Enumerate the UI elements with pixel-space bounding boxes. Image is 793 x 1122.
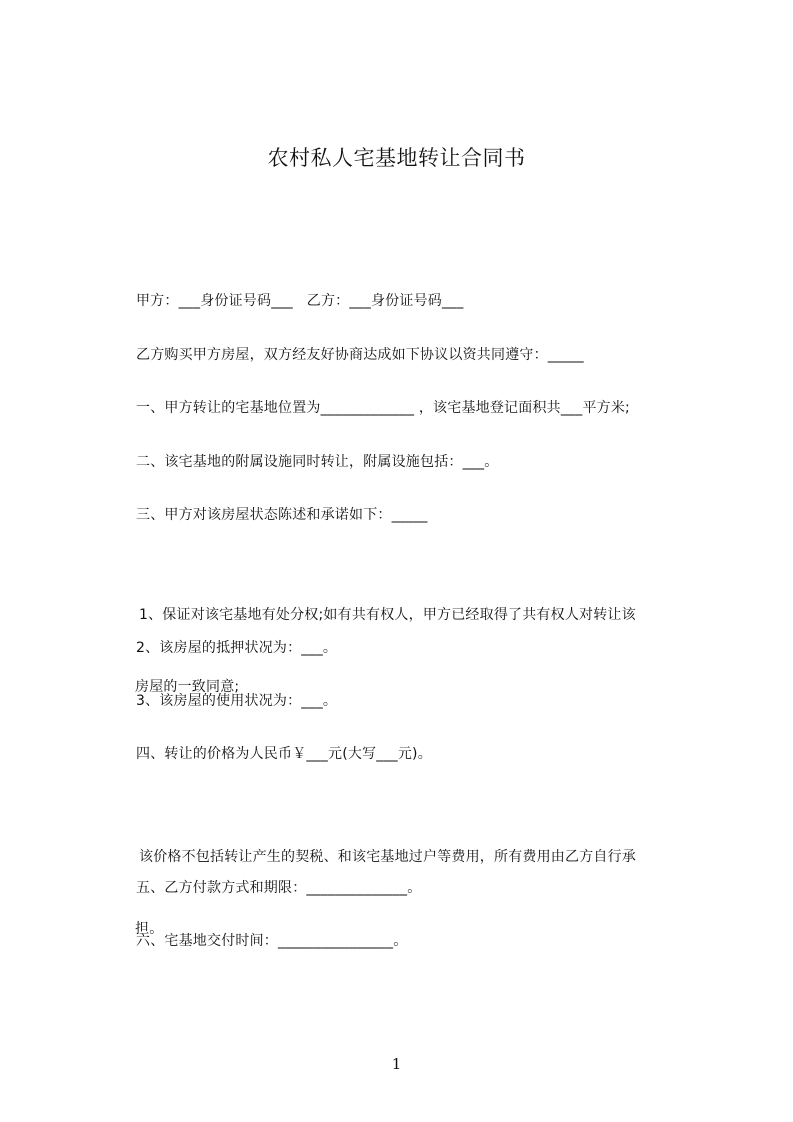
clause-3-item-2-mortgage: 2、该房屋的抵押状况为：___。 (136, 640, 338, 656)
clause-3-item-3-usage: 3、该房屋的使用状况为：___。 (136, 693, 338, 709)
document-title: 农村私人宅基地转让合同书 (267, 146, 526, 170)
price-note-line-1: 该价格不包括转让产生的契税、和该宅基地过户等费用，所有费用由乙方自行承 (139, 849, 636, 865)
clause-3-item-1-line-1: 1、保证对该宅基地有处分权;如有共有权人，甲方已经取得了共有权人对转让该 (139, 607, 636, 623)
parties-line: 甲方：___身份证号码___ 乙方：___身份证号码___ (136, 293, 464, 309)
preamble-paragraph: 乙方购买甲方房屋，双方经友好协商达成如下协议以资共同遵守：_____ (136, 347, 584, 363)
price-note-line-2: 担。 (135, 921, 164, 937)
clause-5-payment: 五、乙方付款方式和期限：______________。 (136, 880, 422, 896)
clause-4-price: 四、转让的价格为人民币￥___元(大写___元)。 (136, 746, 432, 762)
clause-3-statement: 三、甲方对该房屋状态陈述和承诺如下：_____ (136, 507, 428, 523)
clause-6-delivery: 六、宅基地交付时间：________________。 (136, 933, 408, 949)
clause-2-facilities: 二、该宅基地的附属设施同时转让，附属设施包括：___。 (136, 454, 499, 470)
clause-1-location: 一、甲方转让的宅基地位置为_____________ ，该宅基地登记面积共___平方米; (136, 400, 630, 416)
page-number: 1 (391, 1055, 402, 1073)
clause-3-item-1-line-2: 房屋的一致同意; (135, 679, 240, 695)
